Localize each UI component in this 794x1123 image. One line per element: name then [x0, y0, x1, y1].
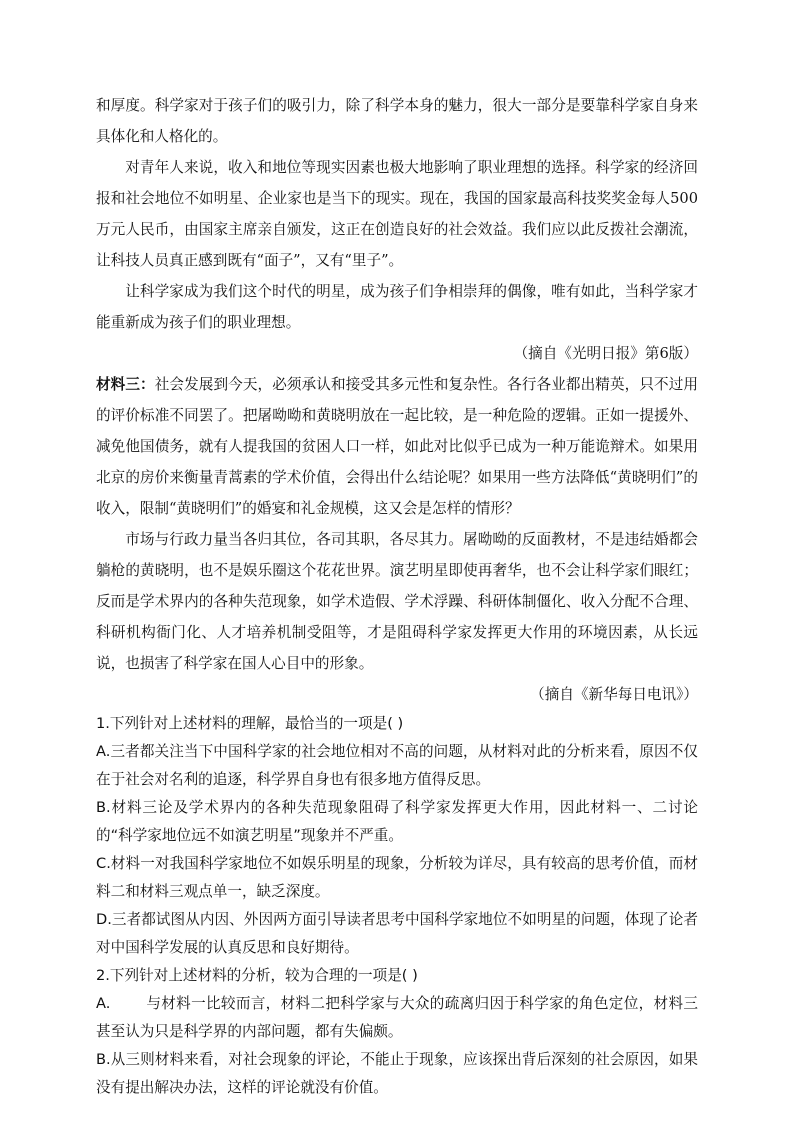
- question-2-option-b[interactable]: B.从三则材料来看，对社会现象的评论，不能止于现象，应该探出背后深刻的社会原因，如果没有提出解决办法，这样的评论就没有价值。: [96, 1051, 698, 1096]
- question-1: [96, 710, 698, 962]
- question-1-option-b[interactable]: B.材料三论及学术界内的各种失范现象阻碍了科学家发挥更大作用，因此材料一、二讨论的“科学家地位远不如演艺明星”现象并不严重。: [96, 799, 698, 844]
- question-2-stem: 2.下列针对上述材料的分析，较为合理的一项是( ): [96, 967, 418, 984]
- material3-paragraph-1-text: 社会发展到今天，必须承认和接受其多元性和复杂性。各行各业都出精英，只不过用的评价标准不同罢了。把屠呦呦和黄晓明放在一起比较，是一种危险的逻辑。正如一提援外、减免他国债务，就有人提我国的贫困人口一样，如此对比似乎已成为一种万能诡辩术。如果用北京的房价来衡量青蒿素的学术价值，会得出什么结论呢？如果用一些方法降低“黄晓明们”的收入，限制“黄晓明们”的婚宴和礼金规模，这又会是怎样的情形？: [96, 376, 698, 517]
- material2-paragraph-1: 和厚度。科学家对于孩子们的吸引力，除了科学本身的魅力，很大一部分是要靠科学家自身来具体化和人格化的。: [96, 97, 698, 145]
- material3-paragraph-2: 市场与行政力量当各归其位，各司其职，各尽其力。屠呦呦的反面教材，不是违结婚都会躺枪的黄晓明，也不是娱乐圈这个花花世界。演艺明星即使再奢华，也不会让科学家们眼红；反而是学术界内的各种失范现象，如学术造假、学术浮躁、科研体制僵化、收入分配不合理、科研机构衙门化、人才培养机制受阻等，才是阻碍科学家发挥更大作用的环境因素，从长远说，也损害了科学家在国人心目中的形象。: [96, 531, 698, 672]
- question-2: [96, 962, 698, 1102]
- question-1-stem: 1.下列针对上述材料的理解，最恰当的一项是( ): [96, 715, 404, 732]
- question-1-option-d[interactable]: D.三者都试图从内因、外因两方面引导读者思考中国科学家地位不如明星的问题，体现了论者对中国科学发展的认真反思和良好期待。: [96, 911, 698, 956]
- material3-label: 材料三：: [96, 376, 155, 393]
- question-2-option-a-letter: A.: [96, 995, 111, 1012]
- question-2-option-a-text: 与材料一比较而言，材料二把科学家与大众的疏离归因于科学家的角色定位，材料三甚至认为只是科学界的内部问题，都有失偏颇。: [96, 995, 698, 1040]
- question-1-option-c[interactable]: C.材料一对我国科学家地位不如娱乐明星的现象，分析较为详尽，具有较高的思考价值，而材料二和材料三观点单一，缺乏深度。: [96, 855, 698, 900]
- material2-paragraph-3: 让科学家成为我们这个时代的明星，成为孩子们争相崇拜的偶像，唯有如此，当科学家才能重新成为孩子们的职业理想。: [96, 283, 698, 331]
- material3-source: （摘自《新华每日电讯》）: [530, 686, 698, 703]
- question-1-option-a[interactable]: A.三者都关注当下中国科学家的社会地位相对不高的问题，从材料对此的分析来看，原因不仅在于社会对名利的追逐，科学界自身也有很多地方值得反思。: [96, 743, 698, 788]
- question-2-option-a[interactable]: [96, 990, 698, 1046]
- material2-paragraph-2: 对青年人来说，收入和地位等现实因素也极大地影响了职业理想的选择。科学家的经济回报和社会地位不如明星、企业家也是当下的现实。现在，我国的国家最高科技奖奖金每人500万元人民币，由国家主席亲自颁发，这正在创造良好的社会效益。我们应以此反拨社会潮流，让科技人员真正感到既有“面子”，又有“里子”。: [96, 159, 698, 269]
- material3-paragraph-1: [96, 369, 698, 524]
- document-page: [96, 90, 698, 1102]
- material2-source: （摘自《光明日报》第6版）: [513, 345, 698, 362]
